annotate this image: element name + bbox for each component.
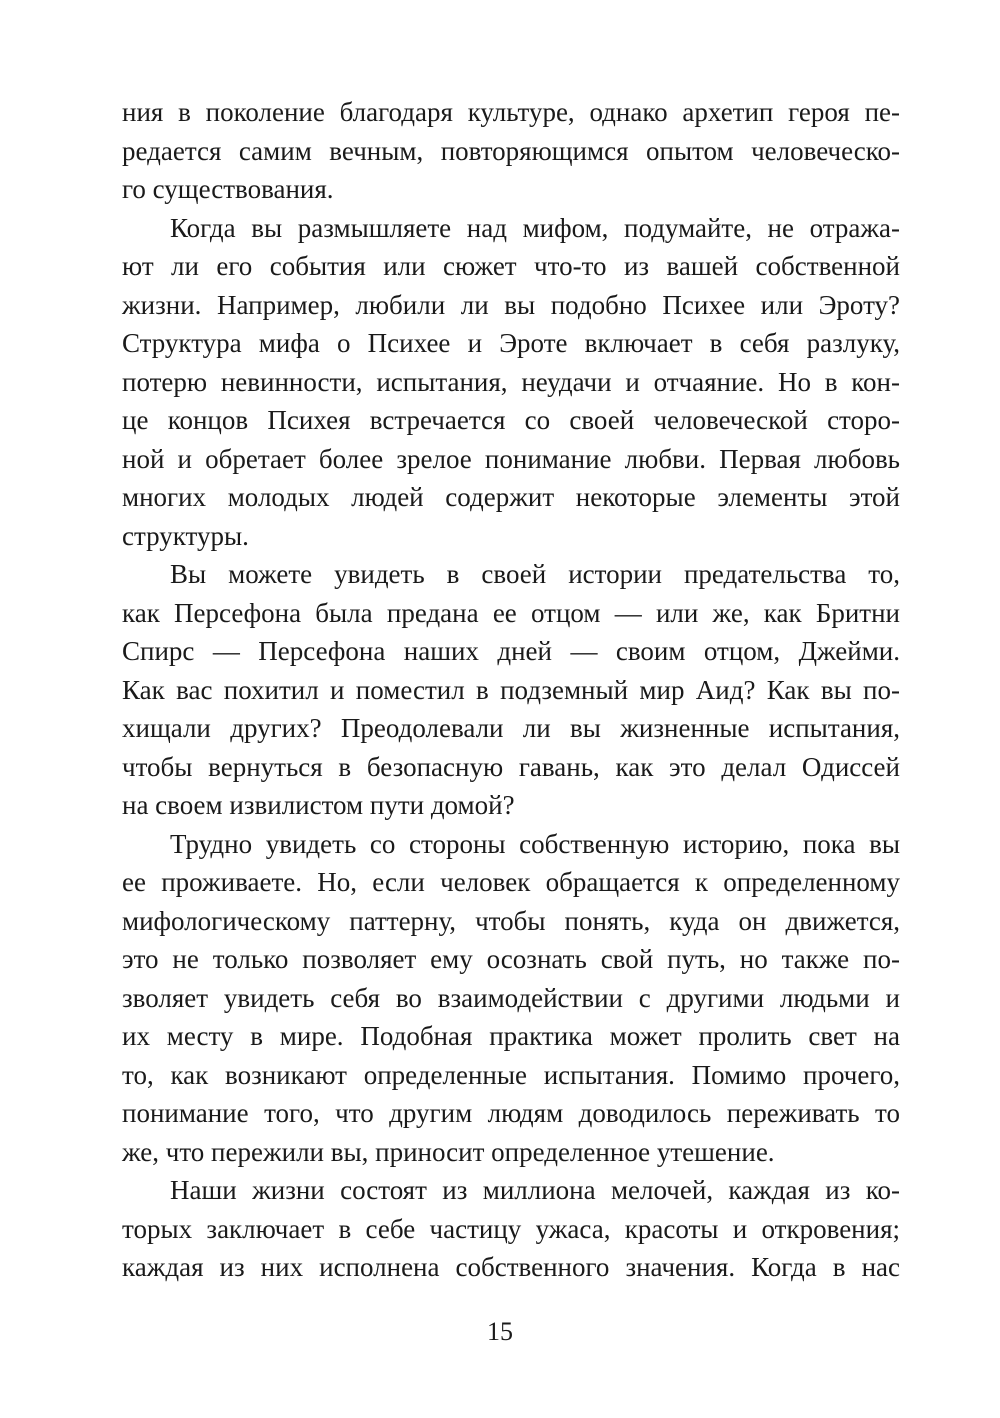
text-line: жизни. Например, любили ли вы подобно Психее или Эроту? [122,289,900,320]
text-line: це концов Психея встречается со своей человеческой сторо- [122,405,900,435]
text-line: понимание того, что другим людям доводилось переживать то [122,1098,900,1128]
text-line: ной и обретает более зрелое понимание любви. Первая любовь [122,443,900,474]
text-line: мифологическому паттерну, чтобы понять, куда он движется, [122,905,900,936]
paragraph [122,93,900,209]
paragraph [122,209,900,556]
text-line: ют ли его события или сюжет что-то из вашей собственной [122,251,900,281]
text-line: как Персефона была предана ее отцом — или же, как Бритни [122,597,900,628]
text-line: на своем извилистом пути домой? [122,790,515,820]
text-line: каждая из них исполнена собственного значения. Когда в нас [122,1252,900,1282]
text-line: многих молодых людей содержит некоторые элементы этой [122,482,900,512]
text-line: ее проживаете. Но, если человек обращается к определенному [122,867,900,897]
page-body [122,93,900,1287]
paragraph [122,825,900,1172]
text-line: го существования. [122,174,334,204]
text-line: потерю невинности, испытания, неудачи и отчаяние. Но в кон- [122,366,900,397]
text-line: торых заключает в себе частицу ужаса, красоты и откровения; [122,1213,900,1244]
text-line: Как вас похитил и поместил в подземный мир Аид? Как вы по- [122,674,900,705]
page-number: 15 [487,1317,513,1346]
text-line: редается самим вечным, повторяющимся опытом человеческо- [122,135,900,166]
text-line: же, что пережили вы, приносит определенное утешение. [122,1136,775,1167]
text-line: это не только позволяет ему осознать свой путь, но также по- [122,944,900,974]
text-line: Вы можете увидеть в своей истории предательства то, [170,559,900,589]
text-line: хищали других? Преодолевали ли вы жизненные испытания, [122,713,900,743]
text-line: Структура мифа о Психее и Эроте включает в себя разлуку, [122,328,900,358]
text-line: Трудно увидеть со стороны собственную историю, пока вы [170,828,900,859]
paragraph [122,1171,900,1287]
text-line: Когда вы размышляете над мифом, подумайте, не отража- [170,212,900,243]
text-line: зволяет увидеть себя во взаимодействии с другими людьми и [122,982,900,1013]
text-line: ния в поколение благодаря культуре, однако архетип героя пе- [122,97,900,127]
text-line: их месту в мире. Подобная практика может пролить свет на [122,1021,900,1051]
text-line: структуры. [122,520,249,551]
text-line: то, как возникают определенные испытания. Помимо прочего, [122,1059,900,1090]
text-line: Спирс — Персефона наших дней — своим отцом, Джейми. [122,636,900,666]
text-line: чтобы вернуться в безопасную гавань, как это делал Одиссей [122,751,900,782]
paragraph [122,555,900,825]
text-line: Наши жизни состоят из миллиона мелочей, каждая из ко- [170,1175,900,1205]
